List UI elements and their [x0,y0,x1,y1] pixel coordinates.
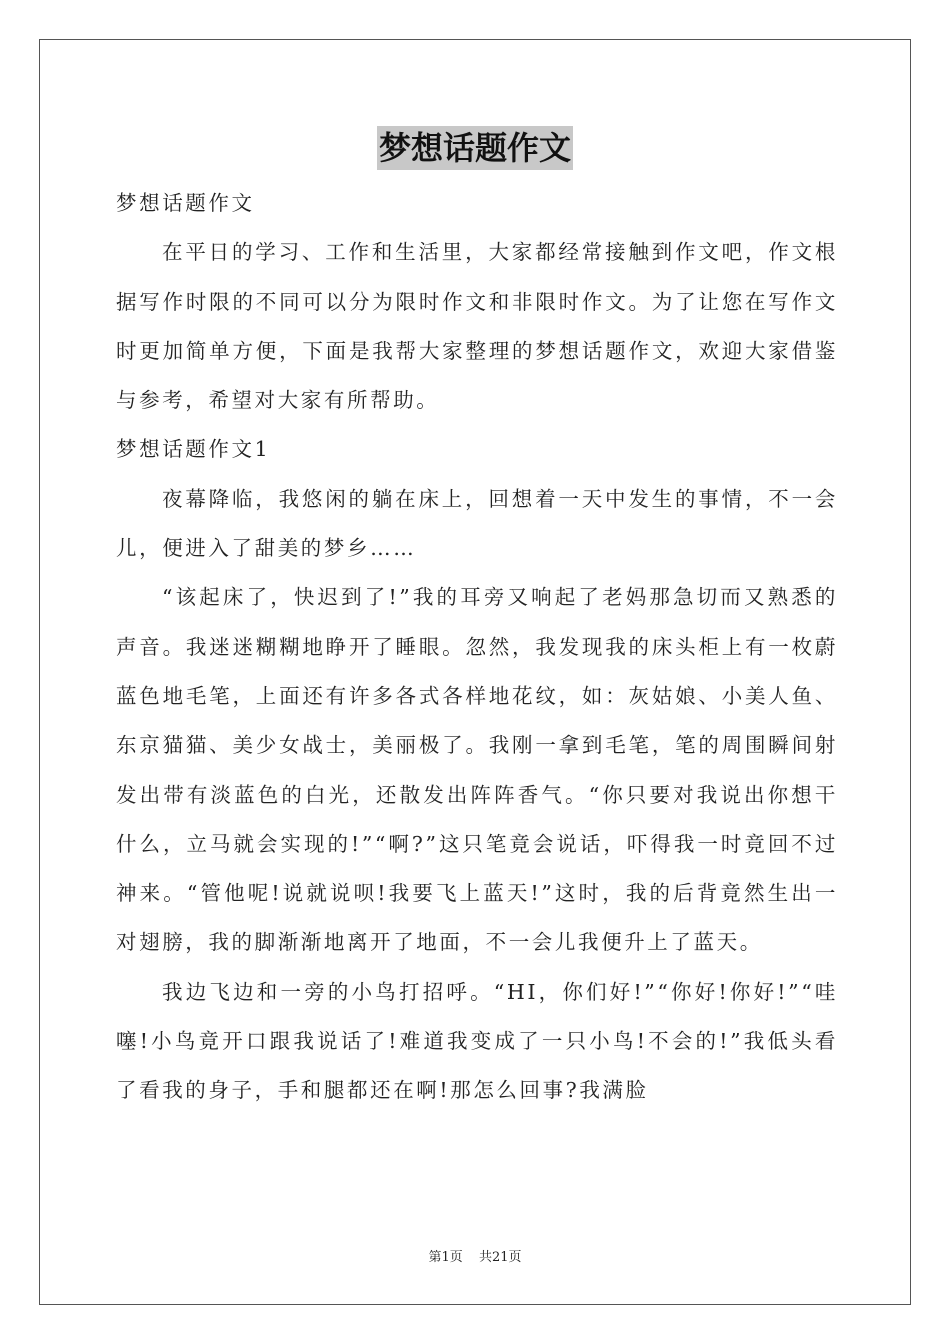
body-paragraph: “该起床了，快迟到了!”我的耳旁又响起了老妈那急切而又熟悉的声音。我迷迷糊糊地睁开了睡眼。忽然，我发现我的床头柜上有一枚蔚蓝色地毛笔，上面还有许多各式各样地花纹，如：灰姑娘、小美人鱼、东京猫猫、美少女战士，美丽极了。我刚一拿到毛笔，笔的周围瞬间射发出带有淡蓝色的白光，还散发出阵阵香气。“你只要对我说出你想干什么，立马就会实现的!”“啊?”这只笔竟会说话，吓得我一时竟回不过神来。“管他呢!说就说呗!我要飞上蓝天!”这时，我的后背竟然生出一对翅膀，我的脚渐渐地离开了地面，不一会儿我便升上了蓝天。 [116,585,838,955]
page-number: 第1页 [428,1250,463,1265]
section-heading: 梦想话题作文 [116,191,255,215]
body-paragraph: 我边飞边和一旁的小鸟打招呼。“HI，你们好!”“你好!你好!”“哇噻!小鸟竟开口跟我说话了!难道我变成了一只小鸟!不会的!”我低头看了看我的身子，手和腿都还在啊!那怎么回事?我满脸 [116,979,838,1103]
page-footer [0,1246,950,1265]
body-paragraph: 夜幕降临，我悠闲的躺在床上，回想着一天中发生的事情，不一会儿，便进入了甜美的梦乡…… [116,486,838,561]
title-container [0,126,950,170]
page-total: 共21页 [478,1250,522,1265]
section-heading: 梦想话题作文1 [116,437,271,462]
document-body [116,179,838,1116]
body-paragraph: 在平日的学习、工作和生活里，大家都经常接触到作文吧，作文根据写作时限的不同可以分为限时作文和非限时作文。为了让您在写作文时更加简单方便，下面是我帮大家整理的梦想话题作文，欢迎大家借鉴与参考，希望对大家有所帮助。 [116,240,838,413]
document-title: 梦想话题作文 [377,126,573,170]
